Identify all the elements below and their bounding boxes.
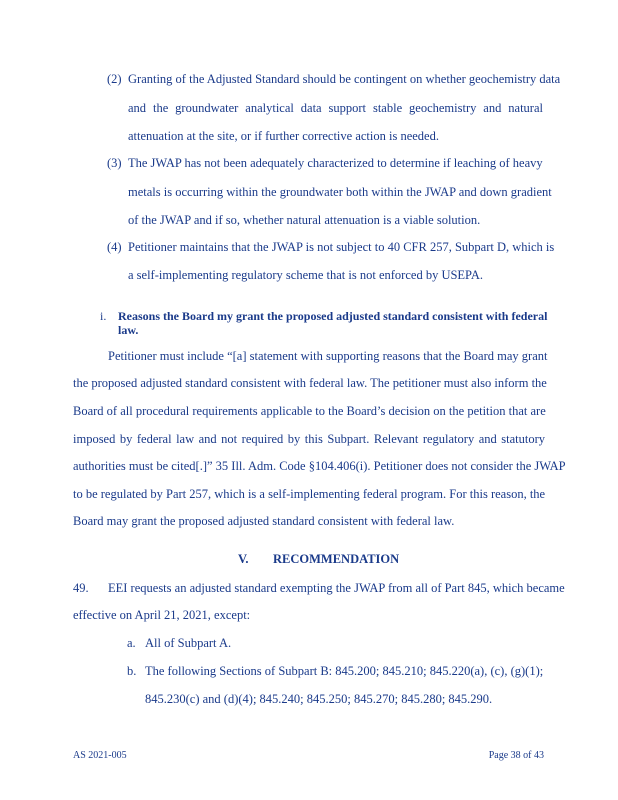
list-item-number: (4) <box>107 240 122 254</box>
list-item-line: The JWAP has not been adequately characterized to determine if leaching of heavy <box>128 156 543 170</box>
list-item-line: Petitioner maintains that the JWAP is not subject to 40 CFR 257, Subpart D, which is <box>128 240 555 254</box>
sub-item-marker: a. <box>127 636 136 650</box>
paragraph-line: effective on April 21, 2021, except: <box>73 608 251 622</box>
footer-page-number: Page 38 of 43 <box>488 750 544 761</box>
paragraph-line: Petitioner must include “[a] statement with supporting reasons that the Board may grant <box>108 349 548 363</box>
paragraph-line: Board may grant the proposed adjusted standard consistent with federal law. <box>73 514 455 528</box>
footer-case-number: AS 2021-005 <box>73 750 127 761</box>
sub-item-line: The following Sections of Subpart B: 845.200; 845.210; 845.220(a), (c), (g)(1); <box>145 664 544 678</box>
list-item-line: and the groundwater analytical data support stable geochemistry and natural <box>128 101 543 115</box>
paragraph-number: 49. <box>73 581 89 595</box>
list-item-line: of the JWAP and if so, whether natural attenuation is a viable solution. <box>128 213 481 227</box>
sub-item-line: 845.230(c) and (d)(4); 845.240; 845.250; 845.270; 845.280; 845.290. <box>145 692 493 706</box>
list-item-number: (2) <box>107 72 122 86</box>
list-item-line: Granting of the Adjusted Standard should be contingent on whether geochemistry data <box>128 72 561 86</box>
subsection-marker: i. <box>100 309 107 323</box>
section-numeral: V. <box>238 552 249 566</box>
list-item-number: (3) <box>107 156 122 170</box>
paragraph-line: to be regulated by Part 257, which is a self-implementing federal program. For this reason, the <box>73 487 546 501</box>
paragraph-line: authorities must be cited[.]” 35 Ill. Adm. Code §104.406(i). Petitioner does not consider the JWAP <box>73 459 566 473</box>
subsection-heading-line: law. <box>118 323 139 337</box>
list-item-line: metals is occurring within the groundwater both within the JWAP and down gradient <box>128 185 552 199</box>
paragraph-line: Board of all procedural requirements applicable to the Board’s decision on the petition that are <box>73 404 546 418</box>
paragraph-line: the proposed adjusted standard consistent with federal law. The petitioner must also inform the <box>73 376 547 390</box>
sub-item-marker: b. <box>127 664 137 678</box>
paragraph-line: imposed by federal law and not required by this Subpart. Relevant regulatory and statutory <box>73 432 545 446</box>
subsection-heading-line: Reasons the Board my grant the proposed adjusted standard consistent with federal <box>118 309 548 323</box>
list-item-line: attenuation at the site, or if further corrective action is needed. <box>128 129 439 143</box>
paragraph-line: EEI requests an adjusted standard exempting the JWAP from all of Part 845, which became <box>108 581 565 595</box>
sub-item-line: All of Subpart A. <box>145 636 232 650</box>
section-title: RECOMMENDATION <box>273 552 400 566</box>
list-item-line: a self-implementing regulatory scheme that is not enforced by USEPA. <box>128 268 484 282</box>
